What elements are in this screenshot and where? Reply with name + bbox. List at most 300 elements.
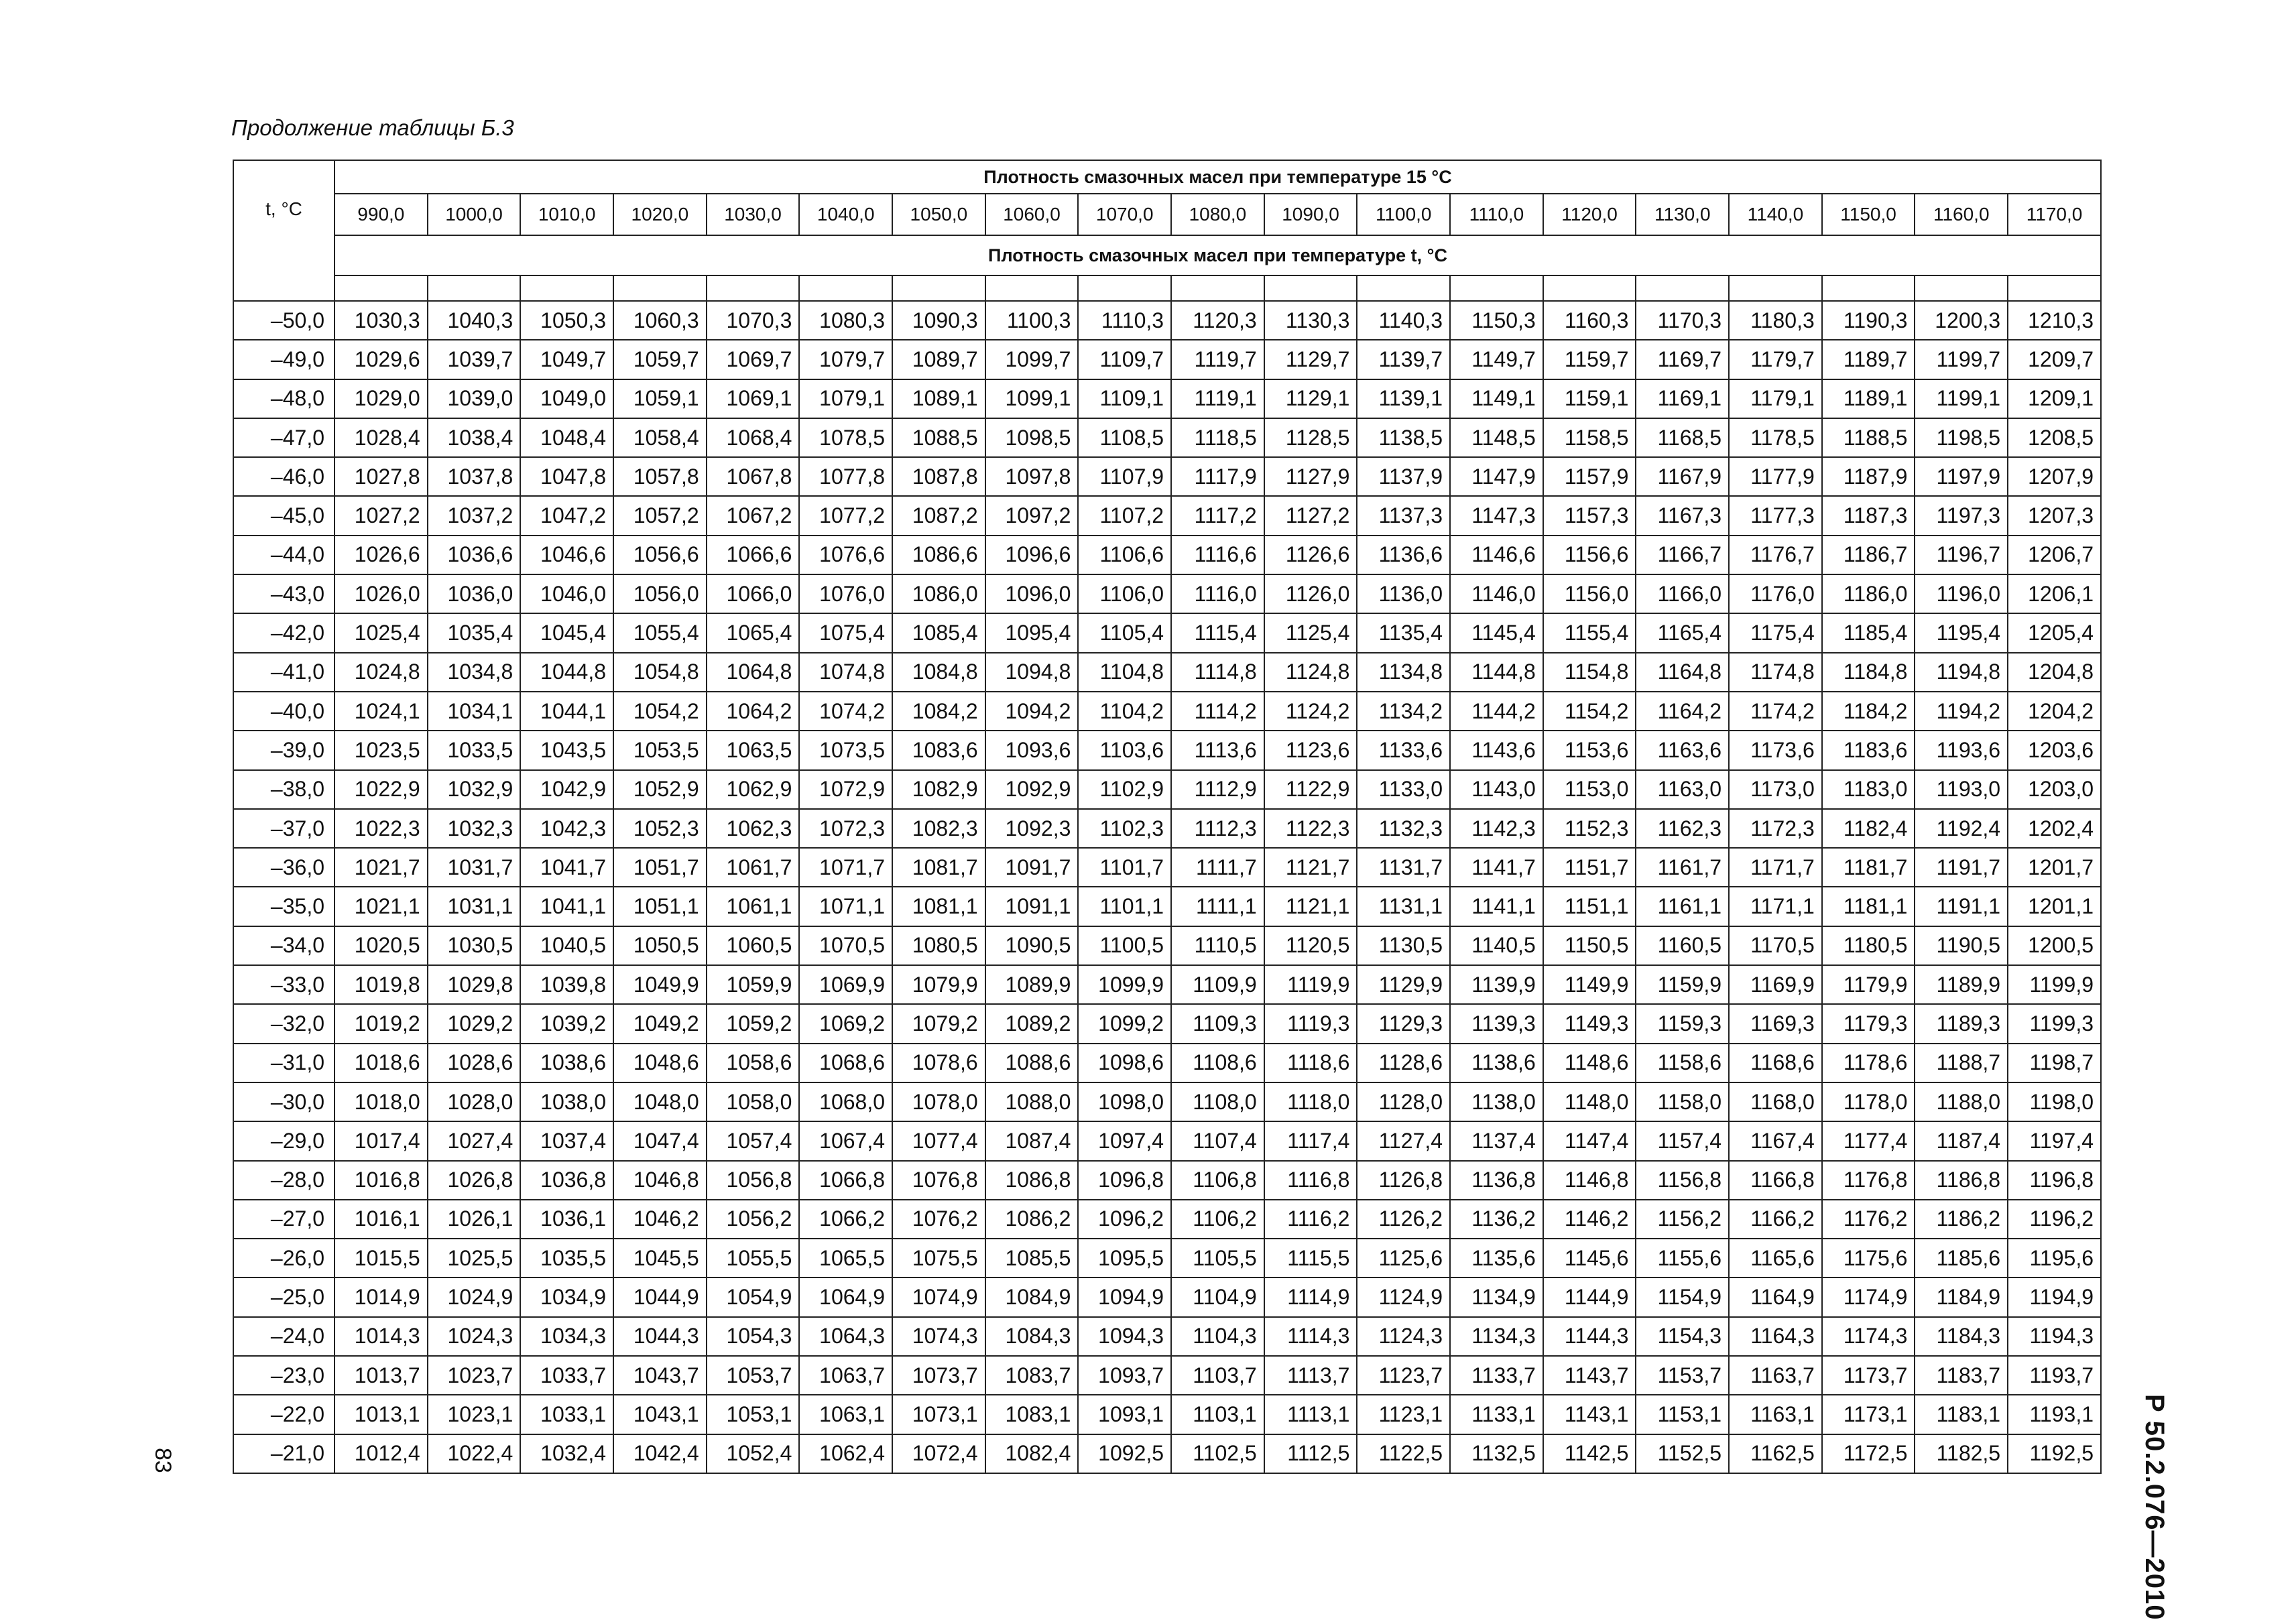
density-cell: 1098,5 bbox=[985, 418, 1079, 457]
density-cell: 1151,7 bbox=[1543, 848, 1636, 887]
table-row bbox=[233, 653, 2101, 692]
density-cell: 1173,0 bbox=[1729, 770, 1822, 809]
density-column-header: 1130,0 bbox=[1636, 194, 1729, 235]
density-cell: 1111,7 bbox=[1171, 848, 1264, 887]
density-cell: 1107,9 bbox=[1078, 457, 1171, 496]
table-caption: Продолжение таблицы Б.3 bbox=[231, 115, 514, 140]
density-cell: 1052,9 bbox=[613, 770, 707, 809]
density-cell: 1179,1 bbox=[1729, 379, 1822, 418]
density-cell: 1103,1 bbox=[1171, 1395, 1264, 1434]
table-row bbox=[233, 1200, 2101, 1239]
density-cell: 1087,4 bbox=[985, 1121, 1079, 1160]
temperature-cell: –34,0 bbox=[233, 926, 335, 965]
density-cell: 1096,0 bbox=[985, 574, 1079, 613]
density-cell: 1047,4 bbox=[613, 1121, 707, 1160]
density-cell: 1197,4 bbox=[2008, 1121, 2101, 1160]
density-cell: 1116,2 bbox=[1264, 1200, 1357, 1239]
density-cell: 1153,1 bbox=[1636, 1395, 1729, 1434]
density-cell: 1013,7 bbox=[335, 1356, 428, 1395]
density-cell: 1157,4 bbox=[1636, 1121, 1729, 1160]
density-cell: 1105,4 bbox=[1078, 613, 1171, 652]
density-cell: 1036,0 bbox=[428, 574, 521, 613]
separator-cell bbox=[1264, 275, 1357, 301]
density-cell: 1106,8 bbox=[1171, 1161, 1264, 1200]
density-cell: 1154,2 bbox=[1543, 692, 1636, 731]
density-cell: 1210,3 bbox=[2008, 301, 2101, 340]
density-cell: 1163,6 bbox=[1636, 731, 1729, 769]
density-cell: 1012,4 bbox=[335, 1434, 428, 1473]
density-cell: 1203,6 bbox=[2008, 731, 2101, 769]
density-cell: 1144,2 bbox=[1450, 692, 1543, 731]
density-cell: 1062,4 bbox=[799, 1434, 892, 1473]
density-cell: 1098,6 bbox=[1078, 1044, 1171, 1082]
separator-cell bbox=[985, 275, 1079, 301]
density-cell: 1032,9 bbox=[428, 770, 521, 809]
density-cell: 1117,2 bbox=[1171, 496, 1264, 535]
density-cell: 1122,3 bbox=[1264, 809, 1357, 848]
density-column-header: 1120,0 bbox=[1543, 194, 1636, 235]
density-cell: 1042,3 bbox=[520, 809, 613, 848]
density-15c-header: Плотность смазочных масел при температуре 15 °С bbox=[335, 160, 2101, 194]
density-cell: 1072,9 bbox=[799, 770, 892, 809]
density-cell: 1072,4 bbox=[892, 1434, 985, 1473]
density-cell: 1113,7 bbox=[1264, 1356, 1357, 1395]
density-cell: 1069,7 bbox=[707, 340, 800, 379]
density-cell: 1113,1 bbox=[1264, 1395, 1357, 1434]
table-row bbox=[233, 536, 2101, 574]
density-cell: 1182,5 bbox=[1915, 1434, 2008, 1473]
density-cell: 1166,0 bbox=[1636, 574, 1729, 613]
density-cell: 1127,4 bbox=[1357, 1121, 1450, 1160]
density-cell: 1109,1 bbox=[1078, 379, 1171, 418]
density-cell: 1035,5 bbox=[520, 1239, 613, 1278]
temperature-cell: –45,0 bbox=[233, 496, 335, 535]
density-cell: 1183,6 bbox=[1822, 731, 1915, 769]
density-cell: 1085,5 bbox=[985, 1239, 1079, 1278]
density-cell: 1073,5 bbox=[799, 731, 892, 769]
density-cell: 1186,0 bbox=[1822, 574, 1915, 613]
density-cell: 1168,0 bbox=[1729, 1082, 1822, 1121]
density-cell: 1181,1 bbox=[1822, 887, 1915, 926]
density-cell: 1161,7 bbox=[1636, 848, 1729, 887]
density-cell: 1194,8 bbox=[1915, 653, 2008, 692]
density-cell: 1180,5 bbox=[1822, 926, 1915, 965]
density-cell: 1155,4 bbox=[1543, 613, 1636, 652]
density-cell: 1137,3 bbox=[1357, 496, 1450, 535]
density-cell: 1049,0 bbox=[520, 379, 613, 418]
density-cell: 1054,3 bbox=[707, 1317, 800, 1356]
density-cell: 1136,2 bbox=[1450, 1200, 1543, 1239]
density-cell: 1116,6 bbox=[1171, 536, 1264, 574]
density-cell: 1125,4 bbox=[1264, 613, 1357, 652]
density-cell: 1067,8 bbox=[707, 457, 800, 496]
density-cell: 1141,7 bbox=[1450, 848, 1543, 887]
density-cell: 1139,1 bbox=[1357, 379, 1450, 418]
density-cell: 1193,7 bbox=[2008, 1356, 2101, 1395]
density-cell: 1064,2 bbox=[707, 692, 800, 731]
density-cell: 1084,2 bbox=[892, 692, 985, 731]
density-cell: 1147,3 bbox=[1450, 496, 1543, 535]
density-cell: 1154,9 bbox=[1636, 1278, 1729, 1316]
density-cell: 1154,8 bbox=[1543, 653, 1636, 692]
density-cell: 1044,8 bbox=[520, 653, 613, 692]
temperature-cell: –44,0 bbox=[233, 536, 335, 574]
density-cell: 1056,8 bbox=[707, 1161, 800, 1200]
density-cell: 1031,1 bbox=[428, 887, 521, 926]
density-cell: 1117,4 bbox=[1264, 1121, 1357, 1160]
density-cell: 1016,1 bbox=[335, 1200, 428, 1239]
density-cell: 1170,3 bbox=[1636, 301, 1729, 340]
density-cell: 1141,1 bbox=[1450, 887, 1543, 926]
density-cell: 1062,3 bbox=[707, 809, 800, 848]
density-cell: 1096,2 bbox=[1078, 1200, 1171, 1239]
table-row bbox=[233, 1395, 2101, 1434]
density-cell: 1087,8 bbox=[892, 457, 985, 496]
density-cell: 1069,2 bbox=[799, 1004, 892, 1043]
density-cell: 1196,2 bbox=[2008, 1200, 2101, 1239]
density-cell: 1184,9 bbox=[1915, 1278, 2008, 1316]
density-cell: 1192,4 bbox=[1915, 809, 2008, 848]
temperature-cell: –47,0 bbox=[233, 418, 335, 457]
density-cell: 1064,9 bbox=[799, 1278, 892, 1316]
temperature-cell: –27,0 bbox=[233, 1200, 335, 1239]
table-row bbox=[233, 1121, 2101, 1160]
separator-cell bbox=[799, 275, 892, 301]
density-cell: 1143,6 bbox=[1450, 731, 1543, 769]
density-cell: 1034,3 bbox=[520, 1317, 613, 1356]
density-cell: 1074,8 bbox=[799, 653, 892, 692]
density-cell: 1171,1 bbox=[1729, 887, 1822, 926]
density-cell: 1187,9 bbox=[1822, 457, 1915, 496]
density-cell: 1093,1 bbox=[1078, 1395, 1171, 1434]
density-cell: 1090,5 bbox=[985, 926, 1079, 965]
density-cell: 1096,6 bbox=[985, 536, 1079, 574]
temperature-cell: –50,0 bbox=[233, 301, 335, 340]
density-cell: 1108,0 bbox=[1171, 1082, 1264, 1121]
density-cell: 1025,5 bbox=[428, 1239, 521, 1278]
density-cell: 1134,9 bbox=[1450, 1278, 1543, 1316]
table-row bbox=[233, 574, 2101, 613]
density-cell: 1059,9 bbox=[707, 965, 800, 1004]
density-cell: 1044,1 bbox=[520, 692, 613, 731]
density-cell: 1082,3 bbox=[892, 809, 985, 848]
density-cell: 1153,6 bbox=[1543, 731, 1636, 769]
density-cell: 1126,0 bbox=[1264, 574, 1357, 613]
density-cell: 1158,6 bbox=[1636, 1044, 1729, 1082]
density-cell: 1126,8 bbox=[1357, 1161, 1450, 1200]
density-cell: 1194,9 bbox=[2008, 1278, 2101, 1316]
density-cell: 1123,7 bbox=[1357, 1356, 1450, 1395]
table-row bbox=[233, 1239, 2101, 1278]
table-row bbox=[233, 809, 2101, 848]
density-cell: 1128,6 bbox=[1357, 1044, 1450, 1082]
density-cell: 1138,6 bbox=[1450, 1044, 1543, 1082]
density-cell: 1142,5 bbox=[1543, 1434, 1636, 1473]
temperature-cell: –25,0 bbox=[233, 1278, 335, 1316]
density-cell: 1160,5 bbox=[1636, 926, 1729, 965]
density-cell: 1149,9 bbox=[1543, 965, 1636, 1004]
density-cell: 1049,7 bbox=[520, 340, 613, 379]
density-cell: 1098,0 bbox=[1078, 1082, 1171, 1121]
density-cell: 1042,4 bbox=[613, 1434, 707, 1473]
density-cell: 1030,3 bbox=[335, 301, 428, 340]
density-cell: 1022,4 bbox=[428, 1434, 521, 1473]
density-cell: 1123,1 bbox=[1357, 1395, 1450, 1434]
density-cell: 1185,4 bbox=[1822, 613, 1915, 652]
density-cell: 1105,5 bbox=[1171, 1239, 1264, 1278]
density-cell: 1127,2 bbox=[1264, 496, 1357, 535]
density-cell: 1066,6 bbox=[707, 536, 800, 574]
density-cell: 1196,8 bbox=[2008, 1161, 2101, 1200]
density-cell: 1168,5 bbox=[1636, 418, 1729, 457]
density-cell: 1142,3 bbox=[1450, 809, 1543, 848]
density-cell: 1047,2 bbox=[520, 496, 613, 535]
density-cell: 1036,6 bbox=[428, 536, 521, 574]
density-cell: 1204,8 bbox=[2008, 653, 2101, 692]
density-cell: 1158,0 bbox=[1636, 1082, 1729, 1121]
density-cell: 1208,5 bbox=[2008, 418, 2101, 457]
density-column-header: 1090,0 bbox=[1264, 194, 1357, 235]
temperature-cell: –36,0 bbox=[233, 848, 335, 887]
density-cell: 1132,5 bbox=[1450, 1434, 1543, 1473]
density-cell: 1076,6 bbox=[799, 536, 892, 574]
density-cell: 1112,9 bbox=[1171, 770, 1264, 809]
temperature-cell: –43,0 bbox=[233, 574, 335, 613]
density-cell: 1071,1 bbox=[799, 887, 892, 926]
density-cell: 1201,1 bbox=[2008, 887, 2101, 926]
density-cell: 1167,3 bbox=[1636, 496, 1729, 535]
density-cell: 1024,9 bbox=[428, 1278, 521, 1316]
density-cell: 1092,3 bbox=[985, 809, 1079, 848]
density-cell: 1045,4 bbox=[520, 613, 613, 652]
header-separator-row bbox=[233, 275, 2101, 301]
density-column-header: 1000,0 bbox=[428, 194, 521, 235]
density-cell: 1161,1 bbox=[1636, 887, 1729, 926]
density-cell: 1025,4 bbox=[335, 613, 428, 652]
density-cell: 1096,8 bbox=[1078, 1161, 1171, 1200]
density-cell: 1204,2 bbox=[2008, 692, 2101, 731]
density-cell: 1074,3 bbox=[892, 1317, 985, 1356]
separator-cell bbox=[2008, 275, 2101, 301]
density-cell: 1077,8 bbox=[799, 457, 892, 496]
density-cell: 1115,5 bbox=[1264, 1239, 1357, 1278]
density-cell: 1078,6 bbox=[892, 1044, 985, 1082]
density-cell: 1198,7 bbox=[2008, 1044, 2101, 1082]
density-cell: 1207,3 bbox=[2008, 496, 2101, 535]
temperature-cell: –33,0 bbox=[233, 965, 335, 1004]
density-cell: 1176,2 bbox=[1822, 1200, 1915, 1239]
density-cell: 1166,2 bbox=[1729, 1200, 1822, 1239]
density-cell: 1102,9 bbox=[1078, 770, 1171, 809]
table-row bbox=[233, 613, 2101, 652]
table-row bbox=[233, 1434, 2101, 1473]
density-cell: 1149,7 bbox=[1450, 340, 1543, 379]
density-cell: 1103,6 bbox=[1078, 731, 1171, 769]
density-cell: 1200,5 bbox=[2008, 926, 2101, 965]
density-cell: 1174,2 bbox=[1729, 692, 1822, 731]
density-cell: 1162,5 bbox=[1729, 1434, 1822, 1473]
density-cell: 1178,0 bbox=[1822, 1082, 1915, 1121]
density-columns-row bbox=[233, 194, 2101, 235]
density-cell: 1172,3 bbox=[1729, 809, 1822, 848]
temperature-cell: –30,0 bbox=[233, 1082, 335, 1121]
density-cell: 1189,3 bbox=[1915, 1004, 2008, 1043]
density-cell: 1146,0 bbox=[1450, 574, 1543, 613]
temperature-cell: –37,0 bbox=[233, 809, 335, 848]
density-cell: 1197,9 bbox=[1915, 457, 2008, 496]
density-cell: 1086,0 bbox=[892, 574, 985, 613]
density-cell: 1181,7 bbox=[1822, 848, 1915, 887]
density-cell: 1164,3 bbox=[1729, 1317, 1822, 1356]
density-cell: 1075,5 bbox=[892, 1239, 985, 1278]
density-cell: 1126,6 bbox=[1264, 536, 1357, 574]
separator-cell bbox=[1171, 275, 1264, 301]
density-cell: 1020,5 bbox=[335, 926, 428, 965]
density-cell: 1017,4 bbox=[335, 1121, 428, 1160]
density-cell: 1039,7 bbox=[428, 340, 521, 379]
density-cell: 1022,9 bbox=[335, 770, 428, 809]
density-cell: 1183,0 bbox=[1822, 770, 1915, 809]
density-cell: 1052,3 bbox=[613, 809, 707, 848]
density-cell: 1058,0 bbox=[707, 1082, 800, 1121]
density-cell: 1081,7 bbox=[892, 848, 985, 887]
density-cell: 1139,7 bbox=[1357, 340, 1450, 379]
density-cell: 1191,1 bbox=[1915, 887, 2008, 926]
density-cell: 1038,0 bbox=[520, 1082, 613, 1121]
table-row bbox=[233, 965, 2101, 1004]
density-cell: 1053,1 bbox=[707, 1395, 800, 1434]
density-cell: 1104,3 bbox=[1171, 1317, 1264, 1356]
density-cell: 1097,4 bbox=[1078, 1121, 1171, 1160]
temperature-cell: –24,0 bbox=[233, 1317, 335, 1356]
table-row bbox=[233, 692, 2101, 731]
density-cell: 1041,1 bbox=[520, 887, 613, 926]
density-cell: 1157,9 bbox=[1543, 457, 1636, 496]
temperature-cell: –39,0 bbox=[233, 731, 335, 769]
separator-cell bbox=[1822, 275, 1915, 301]
density-cell: 1014,9 bbox=[335, 1278, 428, 1316]
density-cell: 1192,5 bbox=[2008, 1434, 2101, 1473]
separator-cell bbox=[428, 275, 521, 301]
density-cell: 1150,3 bbox=[1450, 301, 1543, 340]
density-cell: 1149,1 bbox=[1450, 379, 1543, 418]
table-row bbox=[233, 457, 2101, 496]
density-cell: 1187,3 bbox=[1822, 496, 1915, 535]
density-cell: 1119,9 bbox=[1264, 965, 1357, 1004]
density-cell: 1131,7 bbox=[1357, 848, 1450, 887]
density-cell: 1171,7 bbox=[1729, 848, 1822, 887]
density-cell: 1095,4 bbox=[985, 613, 1079, 652]
density-cell: 1051,7 bbox=[613, 848, 707, 887]
density-cell: 1034,8 bbox=[428, 653, 521, 692]
density-cell: 1124,2 bbox=[1264, 692, 1357, 731]
density-cell: 1027,4 bbox=[428, 1121, 521, 1160]
density-cell: 1023,7 bbox=[428, 1356, 521, 1395]
density-cell: 1029,0 bbox=[335, 379, 428, 418]
table-row bbox=[233, 340, 2101, 379]
density-cell: 1178,6 bbox=[1822, 1044, 1915, 1082]
density-cell: 1044,3 bbox=[613, 1317, 707, 1356]
density-cell: 1088,5 bbox=[892, 418, 985, 457]
density-cell: 1053,7 bbox=[707, 1356, 800, 1395]
density-cell: 1083,1 bbox=[985, 1395, 1079, 1434]
density-cell: 1047,8 bbox=[520, 457, 613, 496]
density-cell: 1052,4 bbox=[707, 1434, 800, 1473]
density-cell: 1136,8 bbox=[1450, 1161, 1543, 1200]
density-cell: 1143,7 bbox=[1543, 1356, 1636, 1395]
density-column-header: 1040,0 bbox=[799, 194, 892, 235]
density-cell: 1104,8 bbox=[1078, 653, 1171, 692]
table-header bbox=[233, 160, 2101, 301]
density-cell: 1037,2 bbox=[428, 496, 521, 535]
density-cell: 1172,5 bbox=[1822, 1434, 1915, 1473]
density-cell: 1051,1 bbox=[613, 887, 707, 926]
density-cell: 1101,1 bbox=[1078, 887, 1171, 926]
density-cell: 1107,4 bbox=[1171, 1121, 1264, 1160]
density-cell: 1160,3 bbox=[1543, 301, 1636, 340]
density-cell: 1072,3 bbox=[799, 809, 892, 848]
density-cell: 1077,4 bbox=[892, 1121, 985, 1160]
density-cell: 1114,3 bbox=[1264, 1317, 1357, 1356]
density-cell: 1159,7 bbox=[1543, 340, 1636, 379]
separator-cell bbox=[1450, 275, 1543, 301]
density-cell: 1124,3 bbox=[1357, 1317, 1450, 1356]
table-body bbox=[233, 301, 2101, 1473]
density-cell: 1069,9 bbox=[799, 965, 892, 1004]
density-cell: 1136,0 bbox=[1357, 574, 1450, 613]
density-cell: 1143,1 bbox=[1543, 1395, 1636, 1434]
density-cell: 1099,9 bbox=[1078, 965, 1171, 1004]
density-cell: 1079,2 bbox=[892, 1004, 985, 1043]
density-cell: 1079,9 bbox=[892, 965, 985, 1004]
density-cell: 1024,1 bbox=[335, 692, 428, 731]
density-cell: 1094,8 bbox=[985, 653, 1079, 692]
density-cell: 1130,3 bbox=[1264, 301, 1357, 340]
density-cell: 1023,1 bbox=[428, 1395, 521, 1434]
density-cell: 1118,5 bbox=[1171, 418, 1264, 457]
density-cell: 1084,8 bbox=[892, 653, 985, 692]
density-cell: 1064,8 bbox=[707, 653, 800, 692]
density-cell: 1063,5 bbox=[707, 731, 800, 769]
density-cell: 1043,5 bbox=[520, 731, 613, 769]
density-cell: 1163,1 bbox=[1729, 1395, 1822, 1434]
density-cell: 1027,8 bbox=[335, 457, 428, 496]
density-cell: 1044,9 bbox=[613, 1278, 707, 1316]
density-cell: 1164,2 bbox=[1636, 692, 1729, 731]
density-cell: 1094,2 bbox=[985, 692, 1079, 731]
temperature-cell: –42,0 bbox=[233, 613, 335, 652]
density-cell: 1163,0 bbox=[1636, 770, 1729, 809]
density-cell: 1054,2 bbox=[613, 692, 707, 731]
density-cell: 1114,2 bbox=[1171, 692, 1264, 731]
density-cell: 1173,1 bbox=[1822, 1395, 1915, 1434]
density-cell: 1207,9 bbox=[2008, 457, 2101, 496]
density-cell: 1193,6 bbox=[1915, 731, 2008, 769]
density-cell: 1056,2 bbox=[707, 1200, 800, 1239]
density-cell: 1035,4 bbox=[428, 613, 521, 652]
density-cell: 1148,6 bbox=[1543, 1044, 1636, 1082]
density-cell: 1185,6 bbox=[1915, 1239, 2008, 1278]
density-cell: 1089,7 bbox=[892, 340, 985, 379]
density-cell: 1074,2 bbox=[799, 692, 892, 731]
density-cell: 1078,5 bbox=[799, 418, 892, 457]
table-row bbox=[233, 1161, 2101, 1200]
density-cell: 1027,2 bbox=[335, 496, 428, 535]
separator-cell bbox=[1915, 275, 2008, 301]
table-row bbox=[233, 496, 2101, 535]
density-cell: 1080,3 bbox=[799, 301, 892, 340]
density-cell: 1184,3 bbox=[1915, 1317, 2008, 1356]
